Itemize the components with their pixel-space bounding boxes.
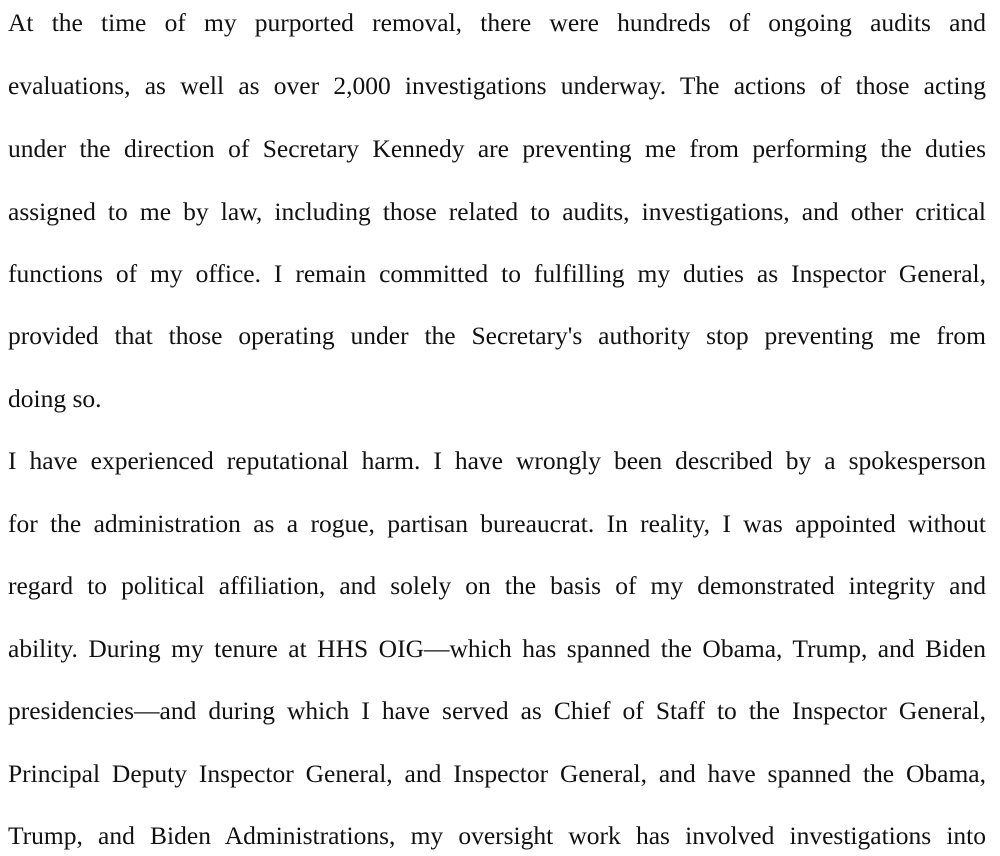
text-line: evaluations, as well as over 2,000 investigations underway. The actions of those acting [8, 71, 986, 100]
text-line: assigned to me by law, including those related to audits, investigations, and other critical [8, 197, 986, 226]
text-line: presidencies—and during which I have served as Chief of Staff to the Inspector General, [8, 696, 986, 725]
text-line: ability. During my tenure at HHS OIG—which has spanned the Obama, Trump, and Biden [8, 634, 986, 663]
text-line: provided that those operating under the Secretary's authority stop preventing me from [8, 321, 986, 350]
text-line: Principal Deputy Inspector General, and Inspector General, and have spanned the Obama, [8, 759, 986, 788]
text-line: I have experienced reputational harm. I have wrongly been described by a spokesperson [8, 446, 986, 475]
text-line: doing so. [8, 384, 102, 413]
text-line: At the time of my purported removal, there were hundreds of ongoing audits and [8, 8, 986, 37]
text-line: under the direction of Secretary Kennedy are preventing me from performing the duties [8, 134, 986, 163]
text-line: Trump, and Biden Administrations, my oversight work has involved investigations into [8, 821, 986, 850]
text-line: for the administration as a rogue, partisan bureaucrat. In reality, I was appointed without [8, 509, 986, 538]
text-line: regard to political affiliation, and solely on the basis of my demonstrated integrity and [8, 571, 986, 600]
text-line: functions of my office. I remain committed to fulfilling my duties as Inspector General, [8, 259, 986, 288]
